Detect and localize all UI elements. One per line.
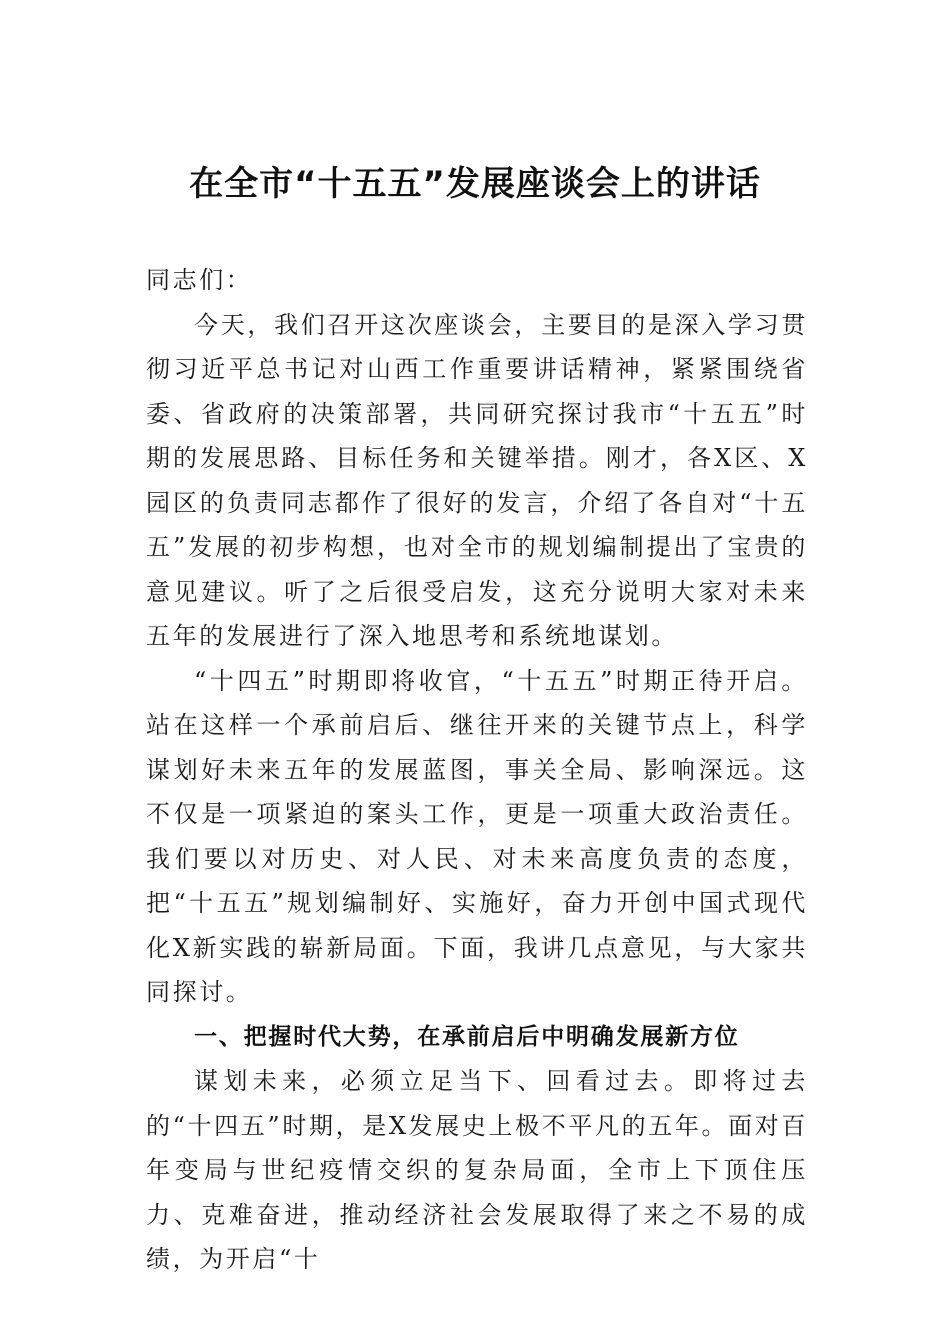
paragraph: 今天，我们召开这次座谈会，主要目的是深入学习贯彻习近平总书记对山西工作重要讲话精神，紧紧围绕省委、省政府的决策部署，共同研究探讨我市“十五五”时期的发展思路、目标任务和关键举措。刚才，各X区、X园区的负责同志都作了很好的发言，介绍了各自对“十五五”发展的初步构想，也对全市的规划编制提出了宝贵的意见建议。听了之后很受启发，这充分说明大家对未来五年的发展进行了深入地思考和系统地谋划。 bbox=[146, 310, 808, 650]
section-heading: 一、把握时代大势，在承前启后中明确发展新方位 bbox=[194, 1023, 740, 1050]
document-body bbox=[146, 258, 808, 1282]
salutation: 同志们： bbox=[146, 266, 253, 294]
paragraph: “十四五”时期即将收官，“十五五”时期正待开启。站在这样一个承前启后、继往开来的关键节点上，科学谋划好未来五年的发展蓝图，事关全局、影响深远。这不仅是一项紧迫的案头工作，更是一项重大政治责任。我们要以对历史、对人民、对未来高度负责的态度，把“十五五”规划编制好、实施好，奋力开创中国式现代化X新实践的崭新局面。下面，我讲几点意见，与大家共同探讨。 bbox=[146, 666, 808, 1006]
document-title: 在全市“十五五”发展座谈会上的讲话 bbox=[189, 164, 761, 204]
paragraph: 谋划未来，必须立足当下、回看过去。即将过去的“十四五”时期，是X发展史上极不平凡的五年。面对百年变局与世纪疫情交织的复杂局面，全市上下顶住压力、克难奋进，推动经济社会发展取得了来之不易的成绩，为开启“十 bbox=[146, 1067, 808, 1273]
